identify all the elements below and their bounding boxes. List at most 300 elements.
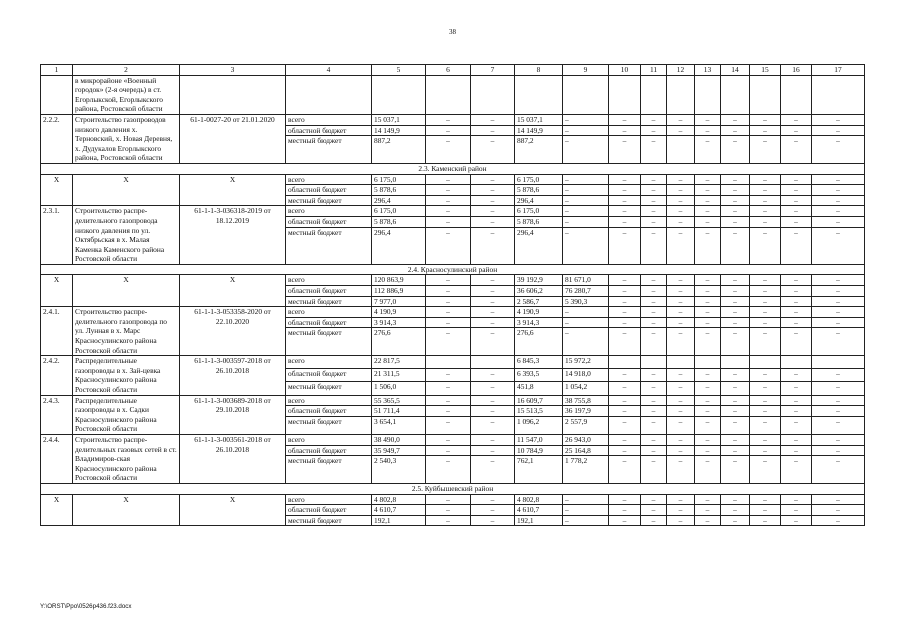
- column-number: 14: [721, 65, 750, 76]
- row-number: 2.2.2.: [41, 114, 73, 163]
- amount-cell: –: [609, 206, 641, 217]
- amount-cell: –: [609, 406, 641, 417]
- column-number: 8: [515, 65, 563, 76]
- row-number: 2.4.3.: [41, 395, 73, 434]
- amount-cell: –: [471, 275, 515, 286]
- amount-cell: 55 365,5: [372, 395, 426, 406]
- header-row: [41, 65, 865, 76]
- amount-cell: 38 755,8: [563, 395, 609, 406]
- amount-cell: 15 513,5: [515, 406, 563, 417]
- section-row: [41, 483, 865, 494]
- amount-cell: –: [641, 494, 667, 505]
- amount-cell: –: [750, 216, 781, 227]
- column-number: 13: [695, 65, 721, 76]
- amount-cell: –: [667, 382, 695, 395]
- amount-cell: 6 845,3: [515, 356, 563, 369]
- amount-cell: 51 711,4: [372, 406, 426, 417]
- amount-cell: –: [426, 434, 471, 445]
- amount-cell: –: [812, 114, 865, 125]
- amount-cell: –: [667, 227, 695, 264]
- amount-cell: 296,4: [515, 195, 563, 206]
- amount-cell: –: [609, 114, 641, 125]
- amount-cell: –: [750, 505, 781, 516]
- amount-cell: –: [667, 307, 695, 318]
- funding-source: местный бюджет: [286, 382, 372, 395]
- amount-cell: –: [426, 328, 471, 356]
- amount-cell: –: [781, 185, 812, 196]
- amount-cell: –: [781, 369, 812, 382]
- expertise-conclusion: 61-1-1-3-053358-2020 от 22.10.2020: [180, 307, 286, 356]
- amount-cell: –: [721, 307, 750, 318]
- amount-cell: –: [563, 216, 609, 227]
- amount-cell: –: [812, 416, 865, 434]
- amount-cell: –: [781, 456, 812, 484]
- table-cell: [426, 75, 471, 114]
- page-number: 38: [449, 28, 456, 36]
- table-cell: [180, 75, 286, 114]
- amount-cell: –: [609, 445, 641, 456]
- amount-cell: –: [426, 227, 471, 264]
- amount-cell: –: [750, 227, 781, 264]
- amount-cell: 192,1: [515, 515, 563, 526]
- object-name: в микрорайоне «Военный городок» (2-я очередь) в ст. Егорлыкской, Егорлыкского района, Ростовской области: [73, 75, 180, 114]
- amount-cell: –: [667, 434, 695, 445]
- amount-cell: –: [750, 195, 781, 206]
- amount-cell: [721, 356, 750, 369]
- amount-cell: –: [781, 286, 812, 297]
- column-number: 7: [471, 65, 515, 76]
- funding-source: областной бюджет: [286, 406, 372, 417]
- funding-source: областной бюджет: [286, 445, 372, 456]
- amount-cell: –: [563, 494, 609, 505]
- table-cell: [695, 75, 721, 114]
- amount-cell: –: [667, 195, 695, 206]
- amount-cell: –: [812, 434, 865, 445]
- expertise-conclusion: 61-1-1-3-003597-2018 от 26.10.2018: [180, 356, 286, 395]
- column-number: 17: [812, 65, 865, 76]
- amount-cell: –: [641, 195, 667, 206]
- amount-cell: –: [695, 328, 721, 356]
- amount-cell: –: [721, 216, 750, 227]
- amount-cell: –: [641, 328, 667, 356]
- amount-cell: –: [750, 275, 781, 286]
- amount-cell: –: [812, 216, 865, 227]
- row-number: 2.3.1.: [41, 206, 73, 265]
- expertise-conclusion: 61-1-1-3-003689-2018 от 29.10.2018: [180, 395, 286, 434]
- column-number: 4: [286, 65, 372, 76]
- funding-source: областной бюджет: [286, 185, 372, 196]
- table-row: [41, 114, 865, 125]
- amount-cell: –: [781, 505, 812, 516]
- amount-cell: –: [641, 456, 667, 484]
- amount-cell: –: [695, 382, 721, 395]
- amount-cell: –: [812, 382, 865, 395]
- amount-cell: –: [471, 406, 515, 417]
- table-cell: [781, 75, 812, 114]
- amount-cell: –: [563, 195, 609, 206]
- amount-cell: 6 175,0: [372, 174, 426, 185]
- funding-source: всего: [286, 275, 372, 286]
- amount-cell: –: [695, 275, 721, 286]
- amount-cell: –: [781, 275, 812, 286]
- amount-cell: –: [781, 416, 812, 434]
- table-row: [41, 434, 865, 445]
- amount-cell: 4 802,8: [372, 494, 426, 505]
- amount-cell: –: [641, 395, 667, 406]
- amount-cell: –: [781, 216, 812, 227]
- table-cell: [372, 75, 426, 114]
- amount-cell: –: [667, 416, 695, 434]
- amount-cell: –: [695, 174, 721, 185]
- amount-cell: 296,4: [372, 227, 426, 264]
- table-row: [41, 174, 865, 185]
- amount-cell: –: [750, 125, 781, 136]
- amount-cell: –: [641, 307, 667, 318]
- funding-source: местный бюджет: [286, 227, 372, 264]
- amount-cell: –: [721, 185, 750, 196]
- amount-cell: [781, 356, 812, 369]
- amount-cell: –: [426, 494, 471, 505]
- amount-cell: –: [721, 515, 750, 526]
- amount-cell: –: [609, 328, 641, 356]
- amount-cell: –: [426, 515, 471, 526]
- x-mark: X: [41, 275, 73, 307]
- amount-cell: –: [667, 505, 695, 516]
- amount-cell: –: [471, 382, 515, 395]
- amount-cell: –: [471, 136, 515, 164]
- funding-source: всего: [286, 434, 372, 445]
- amount-cell: 5 390,3: [563, 296, 609, 307]
- amount-cell: –: [426, 206, 471, 217]
- amount-cell: –: [812, 395, 865, 406]
- amount-cell: [695, 356, 721, 369]
- amount-cell: –: [471, 206, 515, 217]
- amount-cell: 2 586,7: [515, 296, 563, 307]
- amount-cell: –: [721, 174, 750, 185]
- amount-cell: –: [721, 275, 750, 286]
- column-number: 5: [372, 65, 426, 76]
- amount-cell: –: [609, 286, 641, 297]
- amount-cell: –: [471, 395, 515, 406]
- amount-cell: –: [812, 328, 865, 356]
- amount-cell: 35 949,7: [372, 445, 426, 456]
- amount-cell: 276,6: [515, 328, 563, 356]
- object-name: Строительство газопроводов низкого давления х. Терновский, х. Новая Деревня, х. Дудукалов Егорлыкского района, Ростовской области: [73, 114, 180, 163]
- amount-cell: –: [667, 174, 695, 185]
- funding-source: областной бюджет: [286, 317, 372, 328]
- amount-cell: 14 918,0: [563, 369, 609, 382]
- column-number: 12: [667, 65, 695, 76]
- column-number: 2: [73, 65, 180, 76]
- amount-cell: –: [667, 395, 695, 406]
- amount-cell: –: [563, 317, 609, 328]
- amount-cell: –: [750, 296, 781, 307]
- amount-cell: –: [609, 494, 641, 505]
- amount-cell: –: [721, 382, 750, 395]
- funding-source: областной бюджет: [286, 216, 372, 227]
- amount-cell: –: [667, 296, 695, 307]
- amount-cell: 6 175,0: [515, 206, 563, 217]
- funding-source: местный бюджет: [286, 456, 372, 484]
- amount-cell: –: [667, 275, 695, 286]
- amount-cell: –: [667, 125, 695, 136]
- section-row: [41, 163, 865, 174]
- amount-cell: –: [641, 369, 667, 382]
- amount-cell: 14 149,9: [515, 125, 563, 136]
- amount-cell: –: [641, 185, 667, 196]
- amount-cell: –: [812, 174, 865, 185]
- amount-cell: 15 037,1: [515, 114, 563, 125]
- amount-cell: –: [426, 286, 471, 297]
- amount-cell: –: [721, 227, 750, 264]
- amount-cell: 25 164,8: [563, 445, 609, 456]
- amount-cell: –: [563, 136, 609, 164]
- amount-cell: –: [695, 227, 721, 264]
- amount-cell: –: [641, 296, 667, 307]
- amount-cell: 4 610,7: [372, 505, 426, 516]
- amount-cell: –: [426, 395, 471, 406]
- amount-cell: –: [471, 416, 515, 434]
- amount-cell: –: [695, 206, 721, 217]
- amount-cell: –: [750, 445, 781, 456]
- x-mark: X: [41, 494, 73, 526]
- amount-cell: –: [695, 114, 721, 125]
- amount-cell: –: [750, 434, 781, 445]
- amount-cell: –: [695, 434, 721, 445]
- amount-cell: –: [812, 125, 865, 136]
- amount-cell: –: [426, 174, 471, 185]
- amount-cell: –: [609, 395, 641, 406]
- amount-cell: –: [812, 456, 865, 484]
- amount-cell: –: [667, 206, 695, 217]
- amount-cell: –: [781, 296, 812, 307]
- amount-cell: –: [641, 275, 667, 286]
- amount-cell: –: [750, 382, 781, 395]
- amount-cell: –: [609, 195, 641, 206]
- amount-cell: –: [471, 307, 515, 318]
- amount-cell: [667, 136, 695, 164]
- amount-cell: –: [695, 296, 721, 307]
- amount-cell: –: [641, 125, 667, 136]
- funding-source: всего: [286, 174, 372, 185]
- funding-source: всего: [286, 307, 372, 318]
- amount-cell: –: [641, 286, 667, 297]
- amount-cell: 21 311,5: [372, 369, 426, 382]
- amount-cell: –: [812, 445, 865, 456]
- table-cell: [286, 75, 372, 114]
- amount-cell: –: [641, 416, 667, 434]
- funding-source: местный бюджет: [286, 515, 372, 526]
- amount-cell: [667, 356, 695, 369]
- funding-source: местный бюджет: [286, 296, 372, 307]
- amount-cell: –: [609, 296, 641, 307]
- amount-cell: –: [812, 307, 865, 318]
- amount-cell: –: [641, 317, 667, 328]
- amount-cell: –: [609, 125, 641, 136]
- section-row: [41, 264, 865, 275]
- amount-cell: 4 802,8: [515, 494, 563, 505]
- amount-cell: –: [667, 114, 695, 125]
- amount-cell: –: [609, 369, 641, 382]
- amount-cell: –: [812, 406, 865, 417]
- amount-cell: –: [471, 494, 515, 505]
- amount-cell: 36 197,9: [563, 406, 609, 417]
- amount-cell: –: [426, 406, 471, 417]
- amount-cell: –: [781, 125, 812, 136]
- expertise-conclusion: 61-1-1-3-036318-2019 от 18.12.2019: [180, 206, 286, 265]
- object-name: Строительство распре-делительного газопровода низкого давления по ул. Октябрьская в х. Малая Каменка Каменского района Ростовской области: [73, 206, 180, 265]
- amount-cell: –: [426, 275, 471, 286]
- amount-cell: 15 037,1: [372, 114, 426, 125]
- amount-cell: –: [781, 317, 812, 328]
- amount-cell: –: [471, 296, 515, 307]
- amount-cell: –: [667, 456, 695, 484]
- amount-cell: 1 096,2: [515, 416, 563, 434]
- amount-cell: 6 393,5: [515, 369, 563, 382]
- amount-cell: –: [471, 434, 515, 445]
- amount-cell: –: [721, 136, 750, 164]
- amount-cell: 26 943,0: [563, 434, 609, 445]
- amount-cell: –: [721, 125, 750, 136]
- amount-cell: 10 784,9: [515, 445, 563, 456]
- amount-cell: –: [426, 317, 471, 328]
- amount-cell: –: [609, 136, 641, 164]
- x-mark: X: [73, 174, 180, 206]
- amount-cell: –: [721, 114, 750, 125]
- amount-cell: –: [667, 286, 695, 297]
- amount-cell: –: [667, 328, 695, 356]
- amount-cell: –: [563, 114, 609, 125]
- amount-cell: –: [641, 445, 667, 456]
- amount-cell: –: [721, 195, 750, 206]
- amount-cell: –: [750, 369, 781, 382]
- amount-cell: –: [750, 136, 781, 164]
- amount-cell: –: [695, 515, 721, 526]
- column-number: 10: [609, 65, 641, 76]
- table-row: [41, 206, 865, 217]
- amount-cell: –: [812, 317, 865, 328]
- amount-cell: –: [781, 445, 812, 456]
- amount-cell: –: [781, 206, 812, 217]
- funding-source: всего: [286, 494, 372, 505]
- column-number: 3: [180, 65, 286, 76]
- file-path-footer: Y:\ORST\Ppo\0526p436.f23.docx: [40, 603, 132, 610]
- x-mark: X: [180, 494, 286, 526]
- amount-cell: –: [609, 515, 641, 526]
- amount-cell: 276,6: [372, 328, 426, 356]
- amount-cell: –: [781, 406, 812, 417]
- table-cell: [563, 75, 609, 114]
- amount-cell: 22 817,5: [372, 356, 426, 369]
- amount-cell: –: [781, 494, 812, 505]
- amount-cell: 5 878,6: [515, 185, 563, 196]
- amount-cell: –: [426, 307, 471, 318]
- funding-source: областной бюджет: [286, 369, 372, 382]
- table-cell: [471, 75, 515, 114]
- amount-cell: –: [695, 369, 721, 382]
- amount-cell: [426, 356, 471, 369]
- amount-cell: –: [695, 445, 721, 456]
- object-name: Строительство распре-делительных газовых сетей в ст. Владимиров-ская Красносулинского района Ростовской области: [73, 434, 180, 483]
- amount-cell: –: [471, 174, 515, 185]
- row-number: [41, 75, 73, 114]
- column-number: 16: [781, 65, 812, 76]
- funding-source: всего: [286, 206, 372, 217]
- amount-cell: –: [471, 195, 515, 206]
- amount-cell: 6 175,0: [372, 206, 426, 217]
- table-cell: [515, 75, 563, 114]
- x-mark: X: [41, 174, 73, 206]
- amount-cell: –: [750, 456, 781, 484]
- amount-cell: –: [609, 216, 641, 227]
- amount-cell: –: [641, 227, 667, 264]
- amount-cell: –: [471, 369, 515, 382]
- amount-cell: 39 192,9: [515, 275, 563, 286]
- amount-cell: –: [609, 317, 641, 328]
- amount-cell: 5 878,6: [372, 185, 426, 196]
- amount-cell: –: [781, 328, 812, 356]
- amount-cell: –: [750, 185, 781, 196]
- amount-cell: –: [812, 515, 865, 526]
- amount-cell: –: [609, 307, 641, 318]
- amount-cell: 1 778,2: [563, 456, 609, 484]
- amount-cell: –: [641, 515, 667, 526]
- amount-cell: –: [721, 505, 750, 516]
- amount-cell: –: [695, 494, 721, 505]
- amount-cell: –: [426, 125, 471, 136]
- amount-cell: –: [750, 515, 781, 526]
- amount-cell: –: [426, 445, 471, 456]
- amount-cell: –: [695, 185, 721, 196]
- amount-cell: –: [695, 317, 721, 328]
- amount-cell: –: [750, 416, 781, 434]
- expertise-conclusion: 61-1-1-3-003561-2018 от 26.10.2018: [180, 434, 286, 483]
- amount-cell: 2 540,3: [372, 456, 426, 484]
- amount-cell: –: [695, 136, 721, 164]
- amount-cell: –: [721, 494, 750, 505]
- amount-cell: –: [471, 505, 515, 516]
- amount-cell: –: [750, 307, 781, 318]
- amount-cell: –: [721, 206, 750, 217]
- amount-cell: –: [695, 416, 721, 434]
- amount-cell: –: [667, 216, 695, 227]
- amount-cell: 76 280,7: [563, 286, 609, 297]
- amount-cell: –: [641, 406, 667, 417]
- amount-cell: –: [781, 227, 812, 264]
- amount-cell: 296,4: [515, 227, 563, 264]
- amount-cell: –: [641, 434, 667, 445]
- amount-cell: 6 175,0: [515, 174, 563, 185]
- amount-cell: –: [471, 216, 515, 227]
- amount-cell: –: [609, 174, 641, 185]
- amount-cell: –: [781, 395, 812, 406]
- column-number: 1: [41, 65, 73, 76]
- object-name: Распределительные газопроводы в х. Садки Красносулинского района Ростовской области: [73, 395, 180, 434]
- table-row: [41, 494, 865, 505]
- amount-cell: –: [471, 114, 515, 125]
- table-row: [41, 356, 865, 369]
- amount-cell: –: [812, 195, 865, 206]
- row-number: 2.4.1.: [41, 307, 73, 356]
- amount-cell: –: [812, 286, 865, 297]
- funding-source: областной бюджет: [286, 125, 372, 136]
- table-row: [41, 395, 865, 406]
- amount-cell: –: [721, 416, 750, 434]
- amount-cell: –: [667, 185, 695, 196]
- column-number: 6: [426, 65, 471, 76]
- amount-cell: –: [781, 434, 812, 445]
- amount-cell: –: [812, 494, 865, 505]
